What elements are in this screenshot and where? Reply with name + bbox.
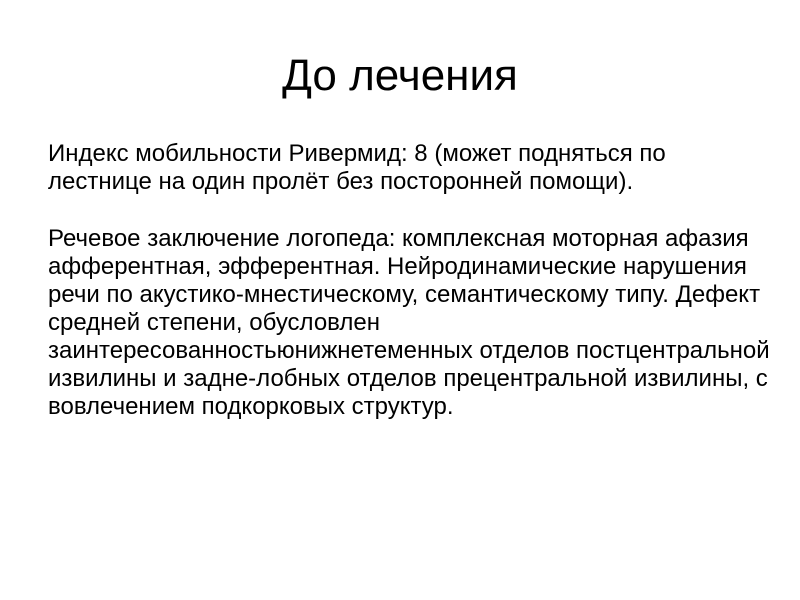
mobility-index-paragraph: Индекс мобильности Ривермид: 8 (может подняться по лестнице на один пролёт без посторонней помощи). [48,140,666,195]
speech-therapist-conclusion-paragraph: Речевое заключение логопеда: комплексная моторная афазия афферентная, эфферентная. Нейродинамические нарушения речи по акустико-мнестическому, семантическому типу. Дефект средней степени, обусловлен заинтересованностьюнижнетеменных отделов постцентральной извилины и задне-лобных отделов прецентральной извилины, с вовлечением подкорковых структур. [48,225,770,420]
slide-body [48,140,770,421]
slide-title: До лечения [282,51,518,100]
